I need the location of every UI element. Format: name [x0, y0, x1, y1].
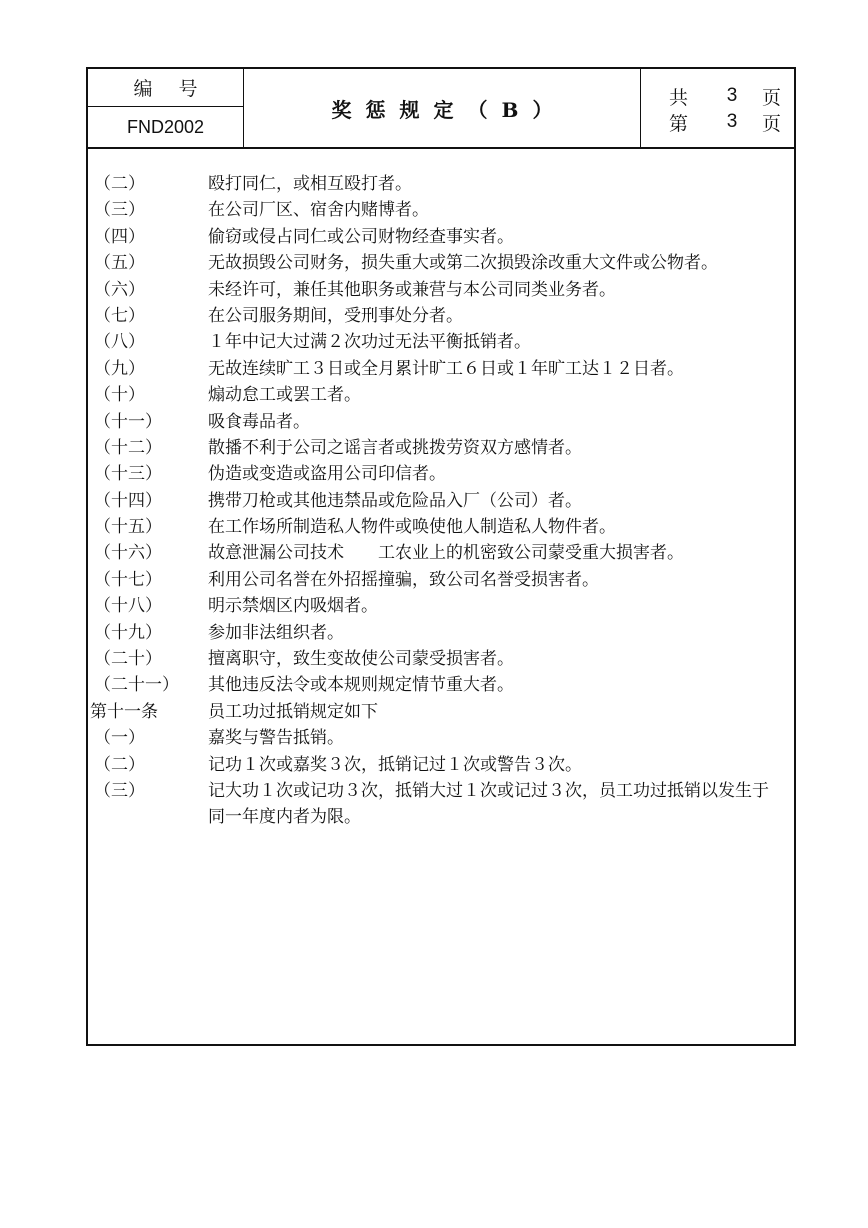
- list-item: [88, 409, 794, 435]
- item-text: 在工作场所制造私人物件或唤使他人制造私人物件者。: [208, 517, 616, 538]
- current-page-prefix: 第: [669, 112, 689, 135]
- total-pages-row: [641, 83, 794, 109]
- item-text: 携带刀枪或其他违禁品或危险品入厂（公司）者。: [208, 490, 582, 511]
- item-number: （十八）: [94, 596, 162, 617]
- item-text: 无故连续旷工３日或全月累计旷工６日或１年旷工达１２日者。: [208, 358, 684, 379]
- item-text: 散播不利于公司之谣言者或挑拨劳资双方感情者。: [208, 437, 582, 458]
- item-number: （十）: [94, 385, 145, 406]
- item-text: 未经许可，兼任其他职务或兼营与本公司同类业务者。: [208, 279, 616, 300]
- item-text: 擅离职守，致生变故使公司蒙受损害者。: [208, 649, 514, 670]
- page-count-cell: [641, 69, 794, 147]
- list-item: [88, 329, 794, 355]
- list-item: [88, 646, 794, 672]
- list-item: [88, 488, 794, 514]
- document-body: [88, 171, 794, 830]
- item-text: 记功１次或嘉奖３次，抵销记过１次或警告３次。: [208, 754, 582, 775]
- item-text: 殴打同仁，或相互殴打者。: [208, 174, 412, 194]
- item-text: 参加非法组织者。: [208, 622, 344, 643]
- item-text: 煽动怠工或罢工者。: [208, 385, 361, 406]
- item-number: （十五）: [94, 517, 162, 538]
- total-pages-suffix: 页: [761, 86, 781, 109]
- list-item: [88, 672, 794, 698]
- document-frame: [86, 67, 796, 1046]
- item-text: 记大功１次或记功３次，抵销大过１次或记过３次，员工功过抵销以发生于同一年度内者为限。: [208, 780, 769, 827]
- item-number: （三）: [94, 780, 145, 801]
- total-pages-value: 3: [726, 85, 738, 106]
- current-page-row: [641, 109, 794, 135]
- article-text: 员工功过抵销规定如下: [208, 701, 378, 722]
- list-item: [88, 250, 794, 276]
- item-text: 嘉奖与警告抵销。: [208, 728, 344, 749]
- item-number: （三）: [94, 200, 145, 221]
- list-item: [88, 277, 794, 303]
- item-number: （十九）: [94, 622, 162, 643]
- code-cell: [88, 69, 244, 147]
- item-text: １年中记大过满２次功过无法平衡抵销者。: [208, 332, 531, 353]
- list-item: [88, 540, 794, 566]
- item-text: 无故损毁公司财务，损失重大或第二次损毁涂改重大文件或公物者。: [208, 253, 718, 274]
- item-text: 吸食毒品者。: [208, 411, 310, 432]
- item-text: 故意泄漏公司技术 工农业上的机密致公司蒙受重大损害者。: [208, 543, 684, 564]
- item-text: 偷窃或侵占同仁或公司财物经查事实者。: [208, 226, 514, 247]
- list-item: [88, 435, 794, 461]
- item-text: 其他违反法令或本规则规定情节重大者。: [208, 675, 514, 696]
- document-header: [88, 69, 794, 149]
- item-text: 明示禁烟区内吸烟者。: [208, 596, 378, 617]
- total-pages-prefix: 共: [669, 86, 689, 109]
- current-page-suffix: 页: [761, 112, 781, 135]
- item-number: （二）: [94, 754, 145, 775]
- code-label: 编号: [88, 69, 243, 107]
- document-title: 奖惩规定（B）: [244, 69, 641, 147]
- list-item: [88, 593, 794, 619]
- list-item: [88, 620, 794, 646]
- code-value: FND2002: [126, 116, 205, 137]
- item-text: 在公司服务期间，受刑事处分者。: [208, 305, 463, 326]
- list-item: [88, 514, 794, 540]
- item-number: （六）: [94, 279, 145, 300]
- list-item: [88, 778, 794, 830]
- article-number: 第十一条: [90, 701, 158, 722]
- item-number: （二）: [94, 174, 145, 194]
- item-text: 在公司厂区、宿舍内赌博者。: [208, 200, 429, 221]
- list-item: [88, 752, 794, 778]
- list-item: [88, 382, 794, 408]
- item-text: 伪造或变造或盗用公司印信者。: [208, 464, 446, 485]
- item-number: （二十）: [94, 649, 162, 670]
- list-item: [88, 725, 794, 751]
- item-number: （四）: [94, 226, 145, 247]
- item-number: （五）: [94, 253, 145, 274]
- item-number: （二十一）: [94, 675, 179, 696]
- item-number: （十二）: [94, 437, 162, 458]
- list-item: [88, 224, 794, 250]
- article-heading: [88, 699, 794, 725]
- list-item: [88, 303, 794, 329]
- list-item: [88, 356, 794, 382]
- item-number: （九）: [94, 358, 145, 379]
- item-number: （十一）: [94, 411, 162, 432]
- item-text: 利用公司名誉在外招摇撞骗，致公司名誉受损害者。: [208, 569, 599, 590]
- list-item: [88, 171, 794, 197]
- list-item: [88, 567, 794, 593]
- list-item: [88, 197, 794, 223]
- item-number: （七）: [94, 305, 145, 326]
- list-item: [88, 461, 794, 487]
- item-number: （十六）: [94, 543, 162, 564]
- item-number: （一）: [94, 728, 145, 749]
- item-number: （十四）: [94, 490, 162, 511]
- item-number: （八）: [94, 332, 145, 353]
- item-number: （十七）: [94, 569, 162, 590]
- current-page-value: 3: [726, 111, 738, 132]
- item-number: （十三）: [94, 464, 162, 485]
